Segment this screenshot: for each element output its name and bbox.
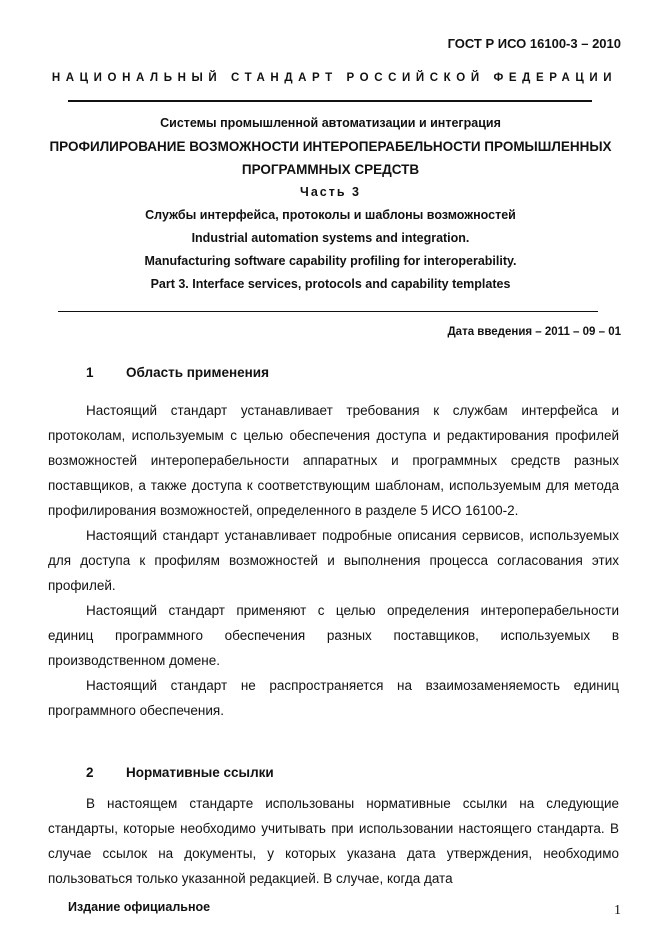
section-1-heading [48, 365, 269, 380]
paragraph: Настоящий стандарт не распространяется на взаимозаменяемость единиц программного обеспечения. [48, 678, 619, 718]
paragraph: В настоящем стандарте использованы нормативные ссылки на следующие стандарты, которые необходимо учитывать при использовании настоящего стандарта. В случае ссылок на документы, у которых указана дата утверждения, необходимо пользоваться только указанной редакцией. В случае, когда дата [48, 796, 619, 886]
section-number: 2 [86, 765, 94, 780]
subtitle-ru: Службы интерфейса, протоколы и шаблоны возможностей [145, 208, 516, 222]
title-divider [58, 311, 598, 312]
title-line-1: Системы промышленной автоматизации и интеграция [160, 116, 501, 130]
edition-label: Издание официальное [68, 900, 211, 914]
header-divider [68, 100, 592, 102]
title-en-line-1: Industrial automation systems and integration. [191, 231, 470, 245]
paragraph: Настоящий стандарт применяют с целью определения интероперабельности единиц программного обеспечения разных поставщиков, используемых в производственном домене. [48, 603, 619, 668]
national-standard-title: НАЦИОНАЛЬНЫЙ СТАНДАРТ РОССИЙСКОЙ ФЕДЕРАЦИИ [51, 72, 618, 84]
section-2-body [48, 791, 619, 891]
section-2-heading [48, 765, 274, 780]
document-code: ГОСТ Р ИСО 16100-3 – 2010 [447, 36, 621, 51]
section-number: 1 [86, 365, 94, 380]
page-number: 1 [614, 903, 621, 918]
title-block [40, 112, 621, 296]
title-line-3: ПРОГРАММНЫХ СРЕДСТВ [241, 162, 420, 177]
paragraph: Настоящий стандарт устанавливает требования к службам интерфейса и протоколам, используемым с целью обеспечения доступа и редактирования профилей возможностей интероперабельности аппаратных и программных средств разных поставщиков, а также доступа к соответствующим шаблонам, используемым для метода профилирования возможностей, определенного в разделе 5 ИСО 16100-2. [48, 403, 619, 518]
title-line-2: ПРОФИЛИРОВАНИЕ ВОЗМОЖНОСТИ ИНТЕРОПЕРАБЕЛЬНОСТИ ПРОМЫШЛЕННЫХ [49, 139, 612, 154]
section-title: Область применения [126, 365, 269, 380]
introduction-date: Дата введения – 2011 – 09 – 01 [447, 326, 621, 338]
title-en-line-3: Part 3. Interface services, protocols and capability templates [150, 277, 511, 291]
part-label: Часть 3 [300, 185, 361, 199]
paragraph: Настоящий стандарт устанавливает подробные описания сервисов, используемых для доступа к профилям возможностей и выполнения процесса согласования этих профилей. [48, 528, 619, 593]
section-title: Нормативные ссылки [126, 765, 274, 780]
section-1-body [48, 398, 619, 723]
title-en-line-2: Manufacturing software capability profiling for interoperability. [144, 254, 517, 268]
